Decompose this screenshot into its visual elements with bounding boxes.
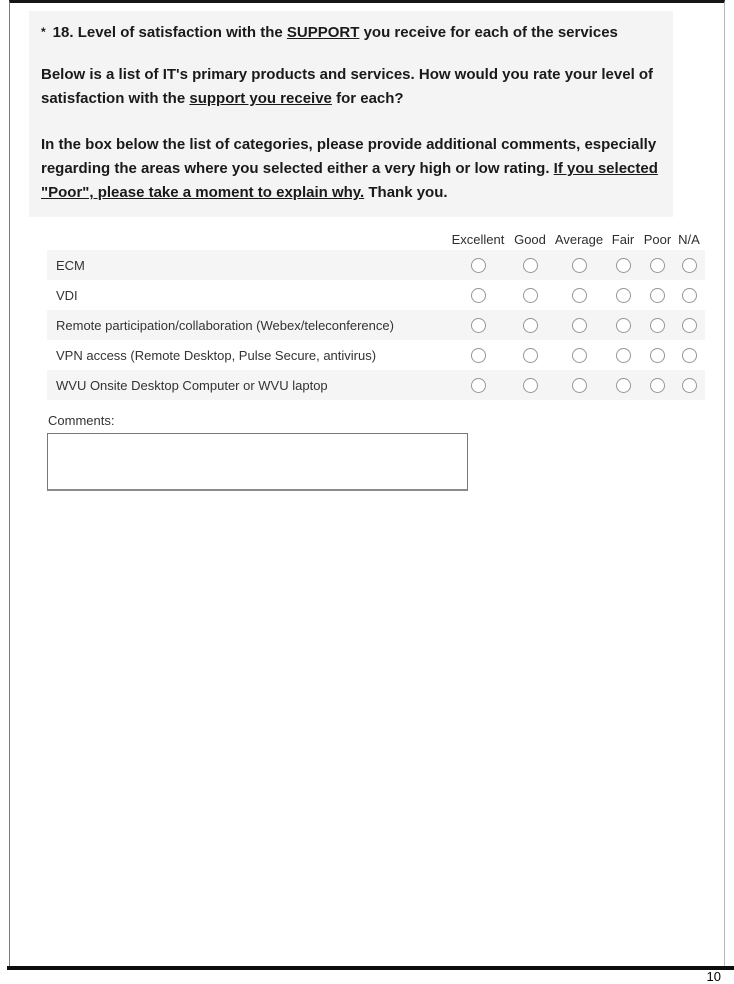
radio-button[interactable] xyxy=(523,288,538,303)
description-2-pre: In the box below the list of categories, please provide additional comments, especially regarding the areas where you selected either a very high or low rating. xyxy=(41,136,657,177)
column-header: Excellent xyxy=(451,232,505,247)
row-label: VDI xyxy=(56,287,78,303)
row-label: VPN access (Remote Desktop, Pulse Secure, antivirus) xyxy=(56,347,377,363)
radio-button[interactable] xyxy=(523,348,538,363)
question-title xyxy=(41,23,659,43)
radio-button[interactable] xyxy=(523,378,538,393)
question-description-1 xyxy=(41,63,661,111)
radio-button[interactable] xyxy=(471,288,486,303)
radio-button[interactable] xyxy=(471,348,486,363)
radio-button[interactable] xyxy=(650,348,665,363)
question-number: 18. xyxy=(52,24,74,41)
question-description-2 xyxy=(41,133,661,205)
comments-label: Comments: xyxy=(48,413,115,428)
radio-button[interactable] xyxy=(650,288,665,303)
radio-button[interactable] xyxy=(471,378,486,393)
question-title-pre: Level of satisfaction with the xyxy=(77,24,287,41)
required-asterisk: * xyxy=(41,25,46,39)
matrix-row xyxy=(47,280,705,310)
radio-button[interactable] xyxy=(471,258,486,273)
matrix-row xyxy=(47,340,705,370)
description-1-pre: Below is a list of IT's primary products and services. How would you rate your level of satisfaction with the xyxy=(41,66,654,107)
row-label: ECM xyxy=(56,257,85,273)
radio-button[interactable] xyxy=(650,318,665,333)
radio-button[interactable] xyxy=(572,288,587,303)
matrix-row xyxy=(47,370,705,400)
comments-input[interactable] xyxy=(47,433,468,491)
radio-button[interactable] xyxy=(682,378,697,393)
matrix-header-row xyxy=(47,222,705,250)
radio-button[interactable] xyxy=(650,378,665,393)
survey-page xyxy=(9,0,725,966)
row-label: WVU Onsite Desktop Computer or WVU laptop xyxy=(56,377,328,393)
radio-button[interactable] xyxy=(616,318,631,333)
radio-button[interactable] xyxy=(523,318,538,333)
radio-button[interactable] xyxy=(682,348,697,363)
matrix-rows xyxy=(47,250,705,400)
radio-button[interactable] xyxy=(523,258,538,273)
question-title-post: you receive for each of the services xyxy=(359,24,618,41)
radio-button[interactable] xyxy=(682,288,697,303)
radio-button[interactable] xyxy=(616,288,631,303)
question-block xyxy=(29,11,673,217)
comments-section xyxy=(47,413,724,491)
column-header: Fair xyxy=(611,232,635,247)
radio-button[interactable] xyxy=(572,318,587,333)
description-1-underlined: support you receive xyxy=(189,90,332,107)
rating-matrix xyxy=(47,222,705,400)
page-bottom-rule xyxy=(7,966,734,970)
radio-button[interactable] xyxy=(616,258,631,273)
radio-button[interactable] xyxy=(616,348,631,363)
radio-button[interactable] xyxy=(616,378,631,393)
question-title-underlined: SUPPORT xyxy=(286,24,360,41)
description-1-post: for each? xyxy=(331,90,404,107)
page-number: 10 xyxy=(706,969,721,984)
description-2-post: Thank you. xyxy=(364,184,448,201)
radio-button[interactable] xyxy=(682,318,697,333)
radio-button[interactable] xyxy=(682,258,697,273)
matrix-row xyxy=(47,310,705,340)
column-header: Good xyxy=(514,232,546,247)
radio-button[interactable] xyxy=(471,318,486,333)
row-label: Remote participation/collaboration (Webex/teleconference) xyxy=(56,317,394,333)
radio-button[interactable] xyxy=(650,258,665,273)
matrix-row xyxy=(47,250,705,280)
radio-button[interactable] xyxy=(572,378,587,393)
column-header: Average xyxy=(554,232,604,247)
column-header: N/A xyxy=(678,232,700,247)
radio-button[interactable] xyxy=(572,258,587,273)
description-2-underlined: If you selected "Poor", please take a moment to explain why. xyxy=(41,160,658,201)
radio-button[interactable] xyxy=(572,348,587,363)
column-header: Poor xyxy=(643,232,672,247)
